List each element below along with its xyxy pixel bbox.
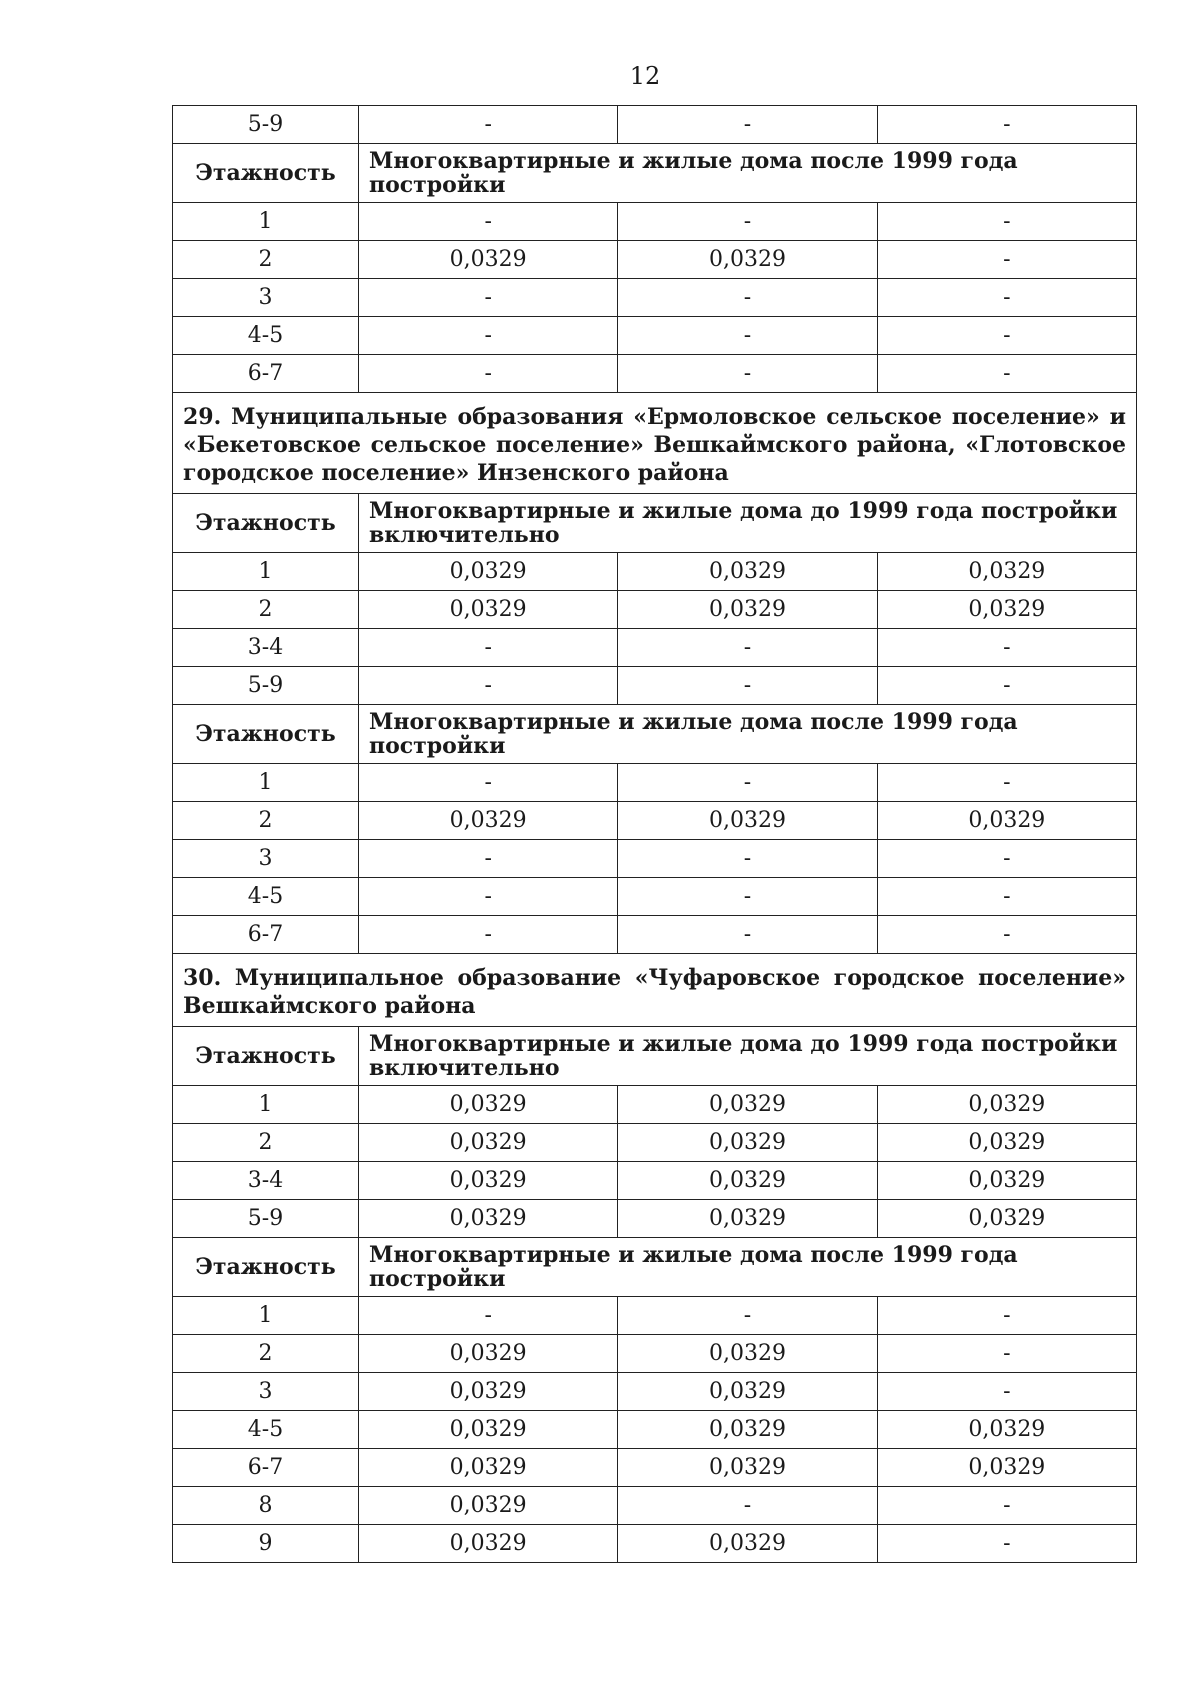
floors-cell: 6-7 (173, 355, 359, 393)
floors-cell: 2 (173, 1335, 359, 1373)
table-row (173, 1124, 1137, 1162)
value-cell: - (359, 878, 618, 916)
tariff-table (172, 105, 1137, 1563)
value-cell: - (618, 1487, 877, 1525)
section-title-row (173, 393, 1137, 494)
table-row (173, 1086, 1137, 1124)
table-row (173, 629, 1137, 667)
value-cell: - (877, 1297, 1136, 1335)
floors-cell: 1 (173, 553, 359, 591)
value-cell: 0,0329 (359, 1449, 618, 1487)
floors-cell: 1 (173, 1297, 359, 1335)
value-cell: 0,0329 (618, 1335, 877, 1373)
value-cell: 0,0329 (359, 1086, 618, 1124)
table-row (173, 1297, 1137, 1335)
floors-cell: 3 (173, 279, 359, 317)
value-cell: - (618, 840, 877, 878)
value-cell: - (359, 840, 618, 878)
value-cell: 0,0329 (877, 591, 1136, 629)
floors-cell: 2 (173, 1124, 359, 1162)
table-row (173, 667, 1137, 705)
value-cell: - (877, 203, 1136, 241)
value-cell: - (877, 106, 1136, 144)
value-cell: - (618, 355, 877, 393)
floors-cell: 2 (173, 591, 359, 629)
table-row (173, 916, 1137, 954)
value-cell: 0,0329 (359, 1487, 618, 1525)
value-cell: 0,0329 (359, 1411, 618, 1449)
value-cell: - (359, 1297, 618, 1335)
table-row (173, 553, 1137, 591)
table-row (173, 355, 1137, 393)
page-number: 12 (629, 62, 661, 90)
value-cell: 0,0329 (877, 1411, 1136, 1449)
table-row (173, 591, 1137, 629)
value-cell: 0,0329 (877, 1449, 1136, 1487)
value-cell: 0,0329 (618, 1411, 877, 1449)
value-cell: - (877, 1335, 1136, 1373)
value-cell: - (618, 279, 877, 317)
table-row (173, 1200, 1137, 1238)
value-cell: 0,0329 (618, 553, 877, 591)
table-row (173, 1335, 1137, 1373)
after-1999-header: Многоквартирные и жилые дома после 1999 года постройки (359, 705, 1137, 764)
value-cell: - (877, 916, 1136, 954)
value-cell: - (359, 279, 618, 317)
value-cell: 0,0329 (877, 802, 1136, 840)
table-row (173, 241, 1137, 279)
value-cell: - (618, 764, 877, 802)
table-row (173, 764, 1137, 802)
floors-cell: 3 (173, 1373, 359, 1411)
value-cell: 0,0329 (618, 1124, 877, 1162)
value-cell: - (877, 667, 1136, 705)
value-cell: - (618, 203, 877, 241)
floors-header: Этажность (173, 144, 359, 203)
table-header-row (173, 494, 1137, 553)
value-cell: 0,0329 (618, 1162, 877, 1200)
floors-cell: 8 (173, 1487, 359, 1525)
floors-header: Этажность (173, 705, 359, 764)
value-cell: - (618, 878, 877, 916)
floors-cell: 5-9 (173, 1200, 359, 1238)
table-header-row (173, 144, 1137, 203)
tariff-table-body (173, 106, 1137, 1563)
floors-cell: 1 (173, 1086, 359, 1124)
value-cell: - (877, 1487, 1136, 1525)
floors-cell: 2 (173, 241, 359, 279)
floors-cell: 6-7 (173, 1449, 359, 1487)
value-cell: - (877, 317, 1136, 355)
floors-cell: 3-4 (173, 629, 359, 667)
table-row (173, 317, 1137, 355)
table-row (173, 106, 1137, 144)
floors-header: Этажность (173, 1238, 359, 1297)
value-cell: - (877, 1373, 1136, 1411)
after-1999-header: Многоквартирные и жилые дома после 1999 года постройки (359, 144, 1137, 203)
value-cell: 0,0329 (877, 1086, 1136, 1124)
table-header-row (173, 1027, 1137, 1086)
value-cell: - (618, 106, 877, 144)
value-cell: 0,0329 (359, 1525, 618, 1563)
table-row (173, 802, 1137, 840)
table-row (173, 878, 1137, 916)
table-row (173, 1525, 1137, 1563)
value-cell: 0,0329 (877, 553, 1136, 591)
table-row (173, 1449, 1137, 1487)
value-cell: - (618, 916, 877, 954)
value-cell: - (877, 840, 1136, 878)
after-1999-header: Многоквартирные и жилые дома после 1999 года постройки (359, 1238, 1137, 1297)
value-cell: 0,0329 (359, 553, 618, 591)
table-row (173, 279, 1137, 317)
floors-cell: 5-9 (173, 106, 359, 144)
value-cell: - (359, 355, 618, 393)
floors-cell: 5-9 (173, 667, 359, 705)
section-title: 30. Муниципальное образование «Чуфаровское городское поселение» Вешкаймского района (173, 954, 1137, 1027)
section-title-row (173, 954, 1137, 1027)
table-header-row (173, 1238, 1137, 1297)
value-cell: - (359, 667, 618, 705)
value-cell: 0,0329 (618, 1086, 877, 1124)
floors-cell: 2 (173, 802, 359, 840)
value-cell: 0,0329 (359, 802, 618, 840)
value-cell: - (877, 764, 1136, 802)
value-cell: - (359, 916, 618, 954)
value-cell: - (618, 629, 877, 667)
value-cell: - (877, 279, 1136, 317)
value-cell: 0,0329 (618, 1373, 877, 1411)
value-cell: 0,0329 (359, 1200, 618, 1238)
value-cell: 0,0329 (618, 802, 877, 840)
floors-cell: 1 (173, 764, 359, 802)
value-cell: 0,0329 (359, 591, 618, 629)
value-cell: - (359, 317, 618, 355)
value-cell: 0,0329 (359, 1124, 618, 1162)
value-cell: - (359, 106, 618, 144)
floors-cell: 9 (173, 1525, 359, 1563)
floors-header: Этажность (173, 1027, 359, 1086)
value-cell: 0,0329 (359, 1162, 618, 1200)
value-cell: - (618, 667, 877, 705)
table-row (173, 1411, 1137, 1449)
value-cell: - (877, 629, 1136, 667)
value-cell: - (618, 1297, 877, 1335)
table-row (173, 840, 1137, 878)
table-header-row (173, 705, 1137, 764)
value-cell: - (359, 764, 618, 802)
value-cell: - (877, 355, 1136, 393)
table-row (173, 203, 1137, 241)
floors-header: Этажность (173, 494, 359, 553)
value-cell: - (359, 629, 618, 667)
value-cell: - (877, 878, 1136, 916)
table-row (173, 1487, 1137, 1525)
before-1999-header: Многоквартирные и жилые дома до 1999 года постройки включительно (359, 494, 1137, 553)
value-cell: 0,0329 (618, 1525, 877, 1563)
floors-cell: 6-7 (173, 916, 359, 954)
floors-cell: 4-5 (173, 317, 359, 355)
floors-cell: 3 (173, 840, 359, 878)
value-cell: 0,0329 (618, 1200, 877, 1238)
value-cell: 0,0329 (618, 591, 877, 629)
value-cell: 0,0329 (618, 1449, 877, 1487)
value-cell: 0,0329 (877, 1200, 1136, 1238)
floors-cell: 4-5 (173, 1411, 359, 1449)
table-row (173, 1162, 1137, 1200)
value-cell: 0,0329 (877, 1124, 1136, 1162)
value-cell: - (877, 241, 1136, 279)
value-cell: - (877, 1525, 1136, 1563)
value-cell: 0,0329 (877, 1162, 1136, 1200)
floors-cell: 4-5 (173, 878, 359, 916)
value-cell: - (359, 203, 618, 241)
value-cell: - (618, 317, 877, 355)
value-cell: 0,0329 (359, 1373, 618, 1411)
table-row (173, 1373, 1137, 1411)
value-cell: 0,0329 (618, 241, 877, 279)
value-cell: 0,0329 (359, 241, 618, 279)
floors-cell: 1 (173, 203, 359, 241)
floors-cell: 3-4 (173, 1162, 359, 1200)
value-cell: 0,0329 (359, 1335, 618, 1373)
before-1999-header: Многоквартирные и жилые дома до 1999 года постройки включительно (359, 1027, 1137, 1086)
tariff-document (172, 105, 1137, 1563)
section-title: 29. Муниципальные образования «Ермоловское сельское поселение» и «Бекетовское сельское поселение» Вешкаймского района, «Глотовское городское поселение» Инзенского района (173, 393, 1137, 494)
